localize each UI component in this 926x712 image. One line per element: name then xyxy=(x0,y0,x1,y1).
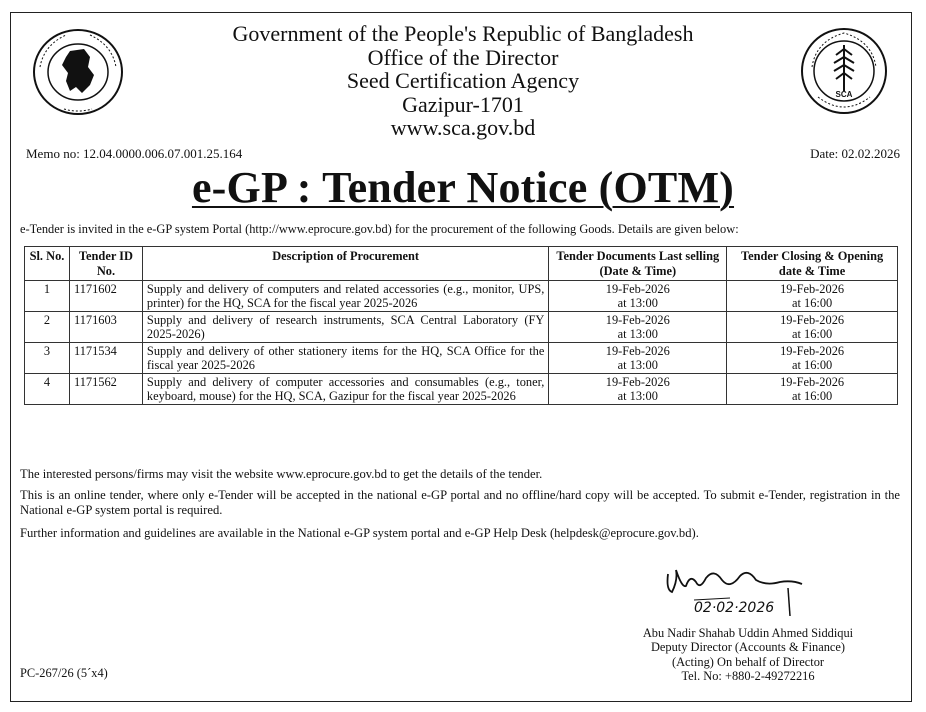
memo-number: Memo no: 12.04.0000.006.07.001.25.164 xyxy=(26,146,243,161)
online-tender-paragraph: This is an online tender, where only e-Tender will be accepted in the national e-GP portal and no offline/hard copy will be accepted. To submit e-Tender, registration in the National e-GP system portal is required. xyxy=(20,488,900,517)
row-last-selling xyxy=(549,343,727,374)
header-tender-id: Tender ID No. xyxy=(69,247,142,281)
close-date: 19-Feb-2026 xyxy=(780,313,845,327)
table-row xyxy=(25,312,898,343)
helpdesk-paragraph: Further information and guidelines are available in the National e-GP system portal and e-GP Help Desk (helpdesk@eprocure.gov.bd). xyxy=(20,526,699,540)
row-closing xyxy=(727,374,898,405)
header-sl-no: Sl. No. xyxy=(25,247,70,281)
row-sl: 4 xyxy=(25,374,70,405)
row-closing xyxy=(727,281,898,312)
row-last-selling xyxy=(549,312,727,343)
row-closing xyxy=(727,312,898,343)
row-closing xyxy=(727,343,898,374)
table-row xyxy=(25,343,898,374)
sell-date: 19-Feb-2026 xyxy=(605,375,670,389)
sell-date: 19-Feb-2026 xyxy=(605,344,670,358)
sca-logo-icon xyxy=(800,27,888,115)
close-time: at 16:00 xyxy=(791,296,833,310)
row-last-selling xyxy=(549,374,727,405)
signatory-acting: (Acting) On behalf of Director xyxy=(671,654,825,669)
bangladesh-government-seal-icon xyxy=(30,27,126,117)
close-time: at 16:00 xyxy=(791,327,833,341)
row-sl: 1 xyxy=(25,281,70,312)
row-description: Supply and delivery of other stationery items for the HQ, SCA Office for the fiscal year 2025-2026 xyxy=(142,343,548,374)
sell-time: at 13:00 xyxy=(617,389,658,403)
sell-date: 19-Feb-2026 xyxy=(605,313,670,327)
notice-date: Date: 02.02.2026 xyxy=(810,146,900,161)
notice-title-text: e-GP : Tender Notice (OTM) xyxy=(191,163,735,212)
tender-table xyxy=(24,246,898,405)
sca-logo-text: SCA xyxy=(835,90,853,99)
row-description: Supply and delivery of research instruments, SCA Central Laboratory (FY 2025-2026) xyxy=(142,312,548,343)
header-last-selling: Tender Documents Last selling (Date & Time) xyxy=(549,247,727,281)
row-tender-id: 1171603 xyxy=(69,312,142,343)
header-description: Description of Procurement xyxy=(142,247,548,281)
signatory-block xyxy=(600,626,896,684)
sell-time: at 13:00 xyxy=(617,327,658,341)
signatory-designation: Deputy Director (Accounts & Finance) xyxy=(650,640,846,655)
agency-name: Seed Certification Agency xyxy=(346,68,580,93)
close-time: at 16:00 xyxy=(791,389,833,403)
header-closing: Tender Closing & Opening date & Time xyxy=(727,247,898,281)
handwritten-signature xyxy=(660,560,810,618)
publication-code: PC-267/26 (5´x4) xyxy=(20,666,108,680)
website-info-paragraph: The interested persons/firms may visit the website www.eprocure.gov.bd to get the details of the tender. xyxy=(20,467,543,481)
agency-website: www.sca.gov.bd xyxy=(390,115,536,140)
notice-title xyxy=(0,162,926,213)
row-description: Supply and delivery of computers and related accessories (e.g., monitor, UPS, printer) for the HQ, SCA for the fiscal year 2025-2026 xyxy=(142,281,548,312)
row-description: Supply and delivery of computer accessories and consumables (e.g., toner, keyboard, mouse) for the HQ, SCA, Gazipur for the fiscal year 2025-2026 xyxy=(142,374,548,405)
agency-address: Gazipur-1701 xyxy=(402,91,524,117)
row-tender-id: 1171602 xyxy=(69,281,142,312)
row-sl: 2 xyxy=(25,312,70,343)
table-row xyxy=(25,281,898,312)
row-last-selling xyxy=(549,281,727,312)
office-name: Office of the Director xyxy=(367,44,559,70)
row-tender-id: 1171534 xyxy=(69,343,142,374)
letterhead xyxy=(160,22,766,140)
close-time: at 16:00 xyxy=(791,358,833,372)
signatory-phone: Tel. No: +880-2-49272216 xyxy=(681,669,815,684)
svg-text:02·02·2026: 02·02·2026 xyxy=(694,600,775,616)
signatory-name: Abu Nadir Shahab Uddin Ahmed Siddiqui xyxy=(642,626,854,640)
sell-date: 19-Feb-2026 xyxy=(605,282,670,296)
row-sl: 3 xyxy=(25,343,70,374)
close-date: 19-Feb-2026 xyxy=(780,344,845,358)
government-name: Government of the People's Republic of Bangladesh xyxy=(232,21,694,46)
table-row xyxy=(25,374,898,405)
sell-time: at 13:00 xyxy=(617,358,658,372)
close-date: 19-Feb-2026 xyxy=(780,282,845,296)
table-header-row xyxy=(25,247,898,281)
intro-text: e-Tender is invited in the e-GP system Portal (http://www.eprocure.gov.bd) for the procurement of the following Goods. Details are given below: xyxy=(20,222,739,236)
sell-time: at 13:00 xyxy=(617,296,658,310)
row-tender-id: 1171562 xyxy=(69,374,142,405)
close-date: 19-Feb-2026 xyxy=(780,375,845,389)
